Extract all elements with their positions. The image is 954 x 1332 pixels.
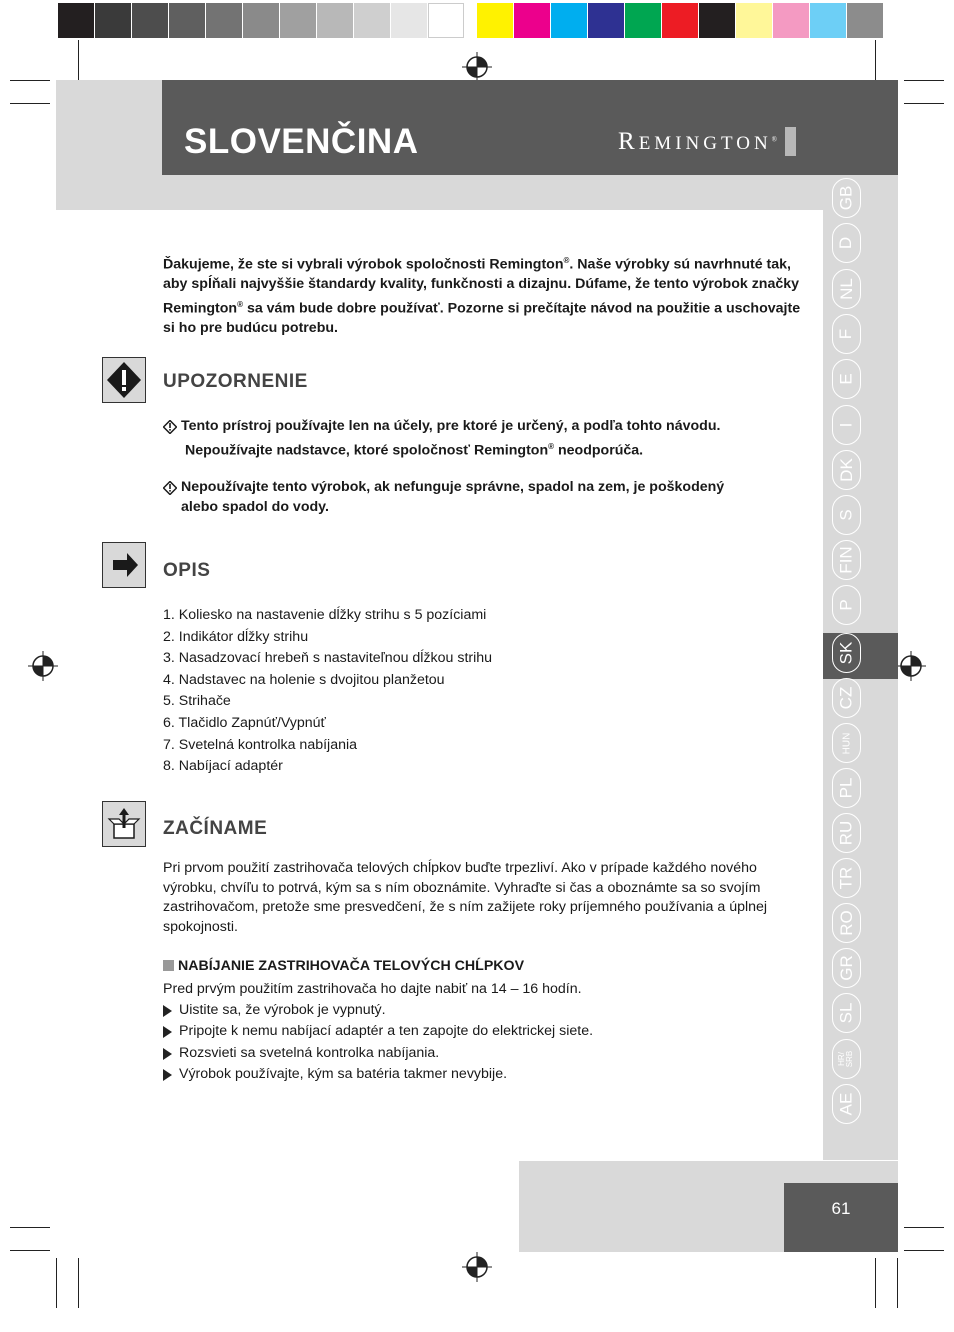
warning-section-icon [102,357,146,403]
warning-item [163,417,803,461]
registration-mark-icon [462,1252,492,1282]
language-tab-dk[interactable] [832,450,861,490]
language-tab-label: HR/ SRB [837,1050,855,1068]
language-tab-hr-srb[interactable] [832,1039,861,1079]
warning-bullet-icon [163,420,177,434]
list-item: Výrobok používajte, kým sa batéria takmer nevybije. [163,1064,593,1085]
description-heading: OPIS [163,560,211,581]
language-tab-i[interactable] [832,405,861,445]
language-tab-label: RO [836,910,856,936]
language-tab-label: RU [836,820,856,846]
color-swatch [847,3,883,38]
color-swatch [206,3,242,38]
warning-item [163,478,803,517]
list-item: 1. Koliesko na nastavenie dĺžky strihu s 5 pozíciami [163,607,487,623]
crop-mark [904,103,944,104]
color-swatch [391,3,427,38]
language-tab-f[interactable] [832,314,861,354]
registration-mark-icon [896,651,926,681]
language-tab-gr[interactable] [832,948,861,988]
list-item: 8. Nabíjací adaptér [163,758,283,775]
language-tab-label: AE [836,1092,856,1116]
getting-started-section-icon [102,801,146,847]
charging-steps [163,979,593,1085]
language-tab-label: HUN [840,732,852,754]
description-section-icon [102,542,146,588]
page-title: SLOVENČINA [184,122,419,161]
list-item: Uistite sa, že výrobok je vypnutý. [163,1000,593,1021]
color-swatch [662,3,698,38]
language-tab-sl[interactable] [832,993,861,1033]
color-swatch [699,3,735,38]
color-swatch [428,3,464,38]
warning-text: Nepoužívajte tento výrobok, ak nefunguje správne, spadol na zem, je poškodený [181,479,725,495]
language-tab-ae[interactable] [832,1084,861,1124]
getting-started-text: Pri prvom použití zastrihovača telových chĺpkov buďte trpezliví. Ako v prípade každého nového výrobku, chvíľu to potrvá, kým sa s ním oboznámite. Vyhraďte si čas a oboznámte sa so svojím zastrihovačom, pretože sme presvedčení, že s ním zažijete roky príjemného používania a úplnej spokojnosti. [163,860,768,935]
color-swatch [317,3,353,38]
color-swatch [625,3,661,38]
list-item: Pripojte k nemu nabíjací adaptér a ten zapojte do elektrickej siete. [163,1021,593,1042]
language-tab-e[interactable] [832,359,861,399]
warning-diamond-icon [103,358,145,402]
color-swatch [810,3,846,38]
crop-mark [904,1250,944,1251]
crop-mark [904,1227,944,1228]
charging-intro: Pred prvým použitím zastrihovača ho dajte nabiť na 14 – 16 hodín. [163,981,582,997]
language-tab-label: SL [836,1002,856,1024]
page-number: 61 [784,1183,898,1252]
language-tab-pl[interactable] [832,768,861,808]
charging-heading: NABÍJANIE ZASTRIHOVAČA TELOVÝCH CHĹPKOV [163,958,524,974]
language-tab-label: P [836,599,856,611]
language-tab-gb[interactable] [832,178,861,218]
swatch-gap [465,3,477,38]
language-tab-label: E [836,373,856,385]
registration-mark-icon [28,651,58,681]
unpack-box-icon [103,802,145,846]
list-item: 3. Nasadzovací hrebeň s nastaviteľnou dĺžkou strihu [163,650,493,667]
language-tab-label: GB [836,185,856,211]
color-swatch [243,3,279,38]
language-tab-label: TR [836,866,856,890]
language-tab-label: FIN [836,546,856,574]
language-tab-label: PL [836,777,856,799]
color-swatch [169,3,205,38]
language-tab-d[interactable] [832,223,861,263]
language-tab-s[interactable] [832,495,861,535]
list-item: 7. Svetelná kontrolka nabíjania [163,736,358,753]
color-swatch [354,3,390,38]
warning-text: alebo spadol do vody. [181,498,329,515]
language-tab-label: S [836,509,856,521]
language-tab-tr[interactable] [832,858,861,898]
color-swatch [773,3,809,38]
language-tab-ro[interactable] [832,903,861,943]
language-tab-label: SK [836,641,856,665]
warning-heading: UPOZORNENIE [163,371,308,392]
crop-mark [10,1250,50,1251]
language-tab-hun[interactable] [832,723,861,763]
color-swatch [588,3,624,38]
list-item: Rozsvieti sa svetelná kontrolka nabíjania. [163,1043,593,1064]
list-item: 4. Nadstavec na holenie s dvojitou planžetou [163,671,445,688]
remington-logo: REMINGTON® [618,128,777,155]
color-swatch [58,3,94,38]
language-tab-label: D [836,236,856,250]
registration-mark-icon [462,52,492,82]
color-swatch [280,3,316,38]
intro-text: Ďakujeme, že ste si vybrali výrobok spoločnosti Remington®. Naše výrobky sú navrhnuté tak, aby spĺňali najvyššie štandardy kvality, funkčnosti a dizajnu. Dúfame, že tento výrobok značky Remington® sa vám bude dobre používať. Pozorne si prečítajte návod na použitie a uschovajte si ho pre budúcu potrebu. [163,256,801,336]
color-swatch [736,3,772,38]
crop-mark [904,80,944,81]
warning-text: Nepoužívajte nadstavce, ktoré spoločnosť Remington® neodporúča. [185,441,644,459]
color-swatch [514,3,550,38]
crop-mark [56,1258,57,1308]
color-swatch [95,3,131,38]
crop-mark [78,40,79,80]
color-swatch [551,3,587,38]
language-tab-fin[interactable] [832,540,861,580]
language-tab-label: F [836,328,856,340]
warning-bullet-icon [163,481,177,495]
list-item: 2. Indikátor dĺžky strihu [163,628,309,645]
crop-mark [10,1227,50,1228]
language-tab-p[interactable] [832,585,861,625]
language-tab-sk[interactable] [832,633,861,673]
crop-mark [875,1258,876,1308]
logo-accent-bar [785,127,796,156]
language-tab-label: GR [836,955,856,981]
crop-mark [10,80,50,81]
color-swatch [132,3,168,38]
color-calibration-strip [58,3,884,38]
parts-list [163,605,492,778]
getting-started-heading: ZAČÍNAME [163,818,268,839]
arrow-right-icon [103,543,145,587]
language-tab-cz[interactable] [832,678,861,718]
crop-mark [78,1258,79,1308]
warning-text: Tento prístroj používajte len na účely, pre ktoré je určený, a podľa tohto návodu. [181,418,721,434]
language-tab-label: I [836,422,856,428]
square-bullet-icon [163,960,174,971]
list-item: 5. Strihače [163,693,231,710]
crop-mark [897,1258,898,1308]
crop-mark [10,103,50,104]
language-tab-label: DK [836,458,856,482]
crop-mark [875,40,876,80]
language-tab-label: CZ [836,686,856,710]
color-swatch [477,3,513,38]
list-item: 6. Tlačidlo Zapnúť/Vypnúť [163,714,326,731]
language-tab-ru[interactable] [832,813,861,853]
language-tab-nl[interactable] [832,269,861,309]
language-tab-label: NL [836,278,856,300]
